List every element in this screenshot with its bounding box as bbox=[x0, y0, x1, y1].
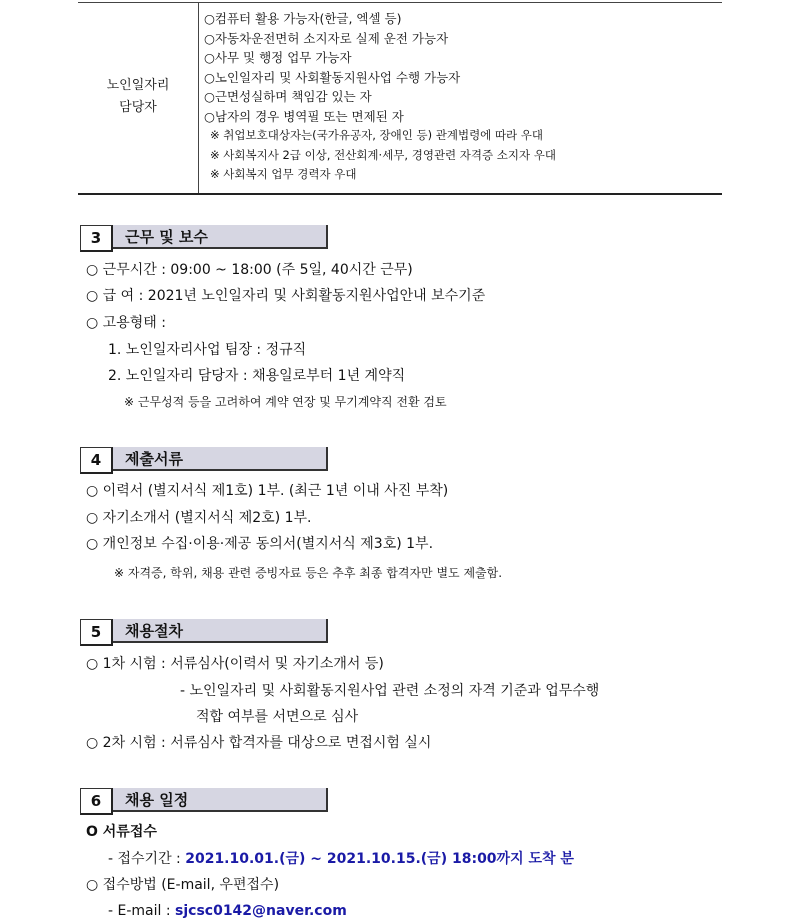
qualification-item: ○남자의 경우 병역필 또는 면제된 자 bbox=[204, 108, 404, 124]
qualification-item: ○사무 및 행정 업무 가능자 bbox=[204, 50, 352, 65]
label-line-1: 노인일자리 bbox=[106, 78, 170, 93]
salary: ○ 급 여 : 2021년 노인일자리 및 사회활동지원사업안내 보수기준 bbox=[86, 288, 486, 304]
email-label: - E-mail : bbox=[108, 903, 176, 919]
qualification-note: ※ 사회복지사 2급 이상, 전산회계·세무, 경영관련 자격증 소지자 우대 bbox=[210, 147, 556, 162]
section-number: 6 bbox=[80, 788, 113, 815]
section-title: 제출서류 bbox=[113, 447, 328, 471]
qualification-note: ※ 사회복지 업무 경력자 우대 bbox=[210, 167, 357, 181]
qualification-list bbox=[204, 9, 556, 185]
document-note: ※ 자격증, 학위, 채용 관련 증빙자료 등은 추후 최종 합격자만 별도 제출함. bbox=[114, 566, 503, 580]
qualification-item: ○자동차운전면허 소지자로 실제 운전 가능자 bbox=[204, 30, 449, 46]
procedure-step: ○ 2차 시험 : 서류심사 합격자를 대상으로 면접시험 실시 bbox=[86, 735, 432, 751]
qualification-item: ○근면성실하며 책임감 있는 자 bbox=[204, 89, 372, 104]
procedure-detail: - 노인일자리 및 사회활동지원사업 관련 소정의 자격 기준과 업무수행 bbox=[180, 683, 600, 699]
employment-type-item: 2. 노인일자리 담당자 : 채용일로부터 1년 계약직 bbox=[108, 368, 406, 384]
qualification-item: ○노인일자리 및 사회활동지원사업 수행 가능자 bbox=[204, 69, 461, 85]
procedure-step: ○ 1차 시험 : 서류심사(이력서 및 자기소개서 등) bbox=[86, 656, 384, 672]
section-title: 채용 일정 bbox=[113, 788, 328, 812]
employment-type: ○ 고용형태 : bbox=[86, 315, 166, 331]
section-title: 근무 및 보수 bbox=[113, 225, 328, 249]
table-divider bbox=[198, 3, 199, 193]
period-value: 2021.10.01.(금) ~ 2021.10.15.(금) 18:00까지 도착 분 bbox=[185, 851, 574, 867]
section-number: 5 bbox=[80, 619, 113, 646]
section-header-4 bbox=[80, 447, 330, 473]
document-item: ○ 이력서 (별지서식 제1호) 1부. (최근 1년 이내 사진 부착) bbox=[86, 483, 449, 499]
section-header-3 bbox=[80, 225, 330, 251]
receipt-method: ○ 접수방법 (E-mail, 우편접수) bbox=[86, 877, 280, 893]
qualification-item: ○컴퓨터 활용 가능자(한글, 엑셀 등) bbox=[204, 11, 402, 26]
qualification-table bbox=[78, 2, 722, 195]
employment-note: ※ 근무성적 등을 고려하여 계약 연장 및 무기계약직 전환 검토 bbox=[124, 395, 447, 409]
section-header-5 bbox=[80, 619, 330, 645]
section-number: 4 bbox=[80, 447, 113, 474]
email-link[interactable]: sjcsc0142@naver.com bbox=[175, 903, 347, 919]
employment-type-item: 1. 노인일자리사업 팀장 : 정규직 bbox=[108, 342, 307, 358]
work-hours: ○ 근무시간 : 09:00 ~ 18:00 (주 5일, 40시간 근무) bbox=[86, 262, 413, 278]
section-header-6 bbox=[80, 788, 330, 814]
procedure-detail: 적합 여부를 서면으로 심사 bbox=[196, 709, 359, 725]
qualification-label bbox=[78, 75, 198, 119]
section-number: 3 bbox=[80, 225, 113, 252]
receipt-email bbox=[108, 901, 347, 921]
qualification-note: ※ 취업보호대상자는(국가유공자, 장애인 등) 관계법령에 따라 우대 bbox=[210, 128, 544, 142]
document-item: ○ 자기소개서 (별지서식 제2호) 1부. bbox=[86, 510, 312, 526]
receipt-title: O 서류접수 bbox=[86, 824, 157, 840]
period-label: - 접수기간 : bbox=[108, 851, 186, 867]
label-line-2: 담당자 bbox=[119, 100, 157, 115]
section-title: 채용절차 bbox=[113, 619, 328, 643]
receipt-period bbox=[108, 849, 574, 869]
document-item: ○ 개인정보 수집·이용·제공 동의서(별지서식 제3호) 1부. bbox=[86, 536, 434, 552]
